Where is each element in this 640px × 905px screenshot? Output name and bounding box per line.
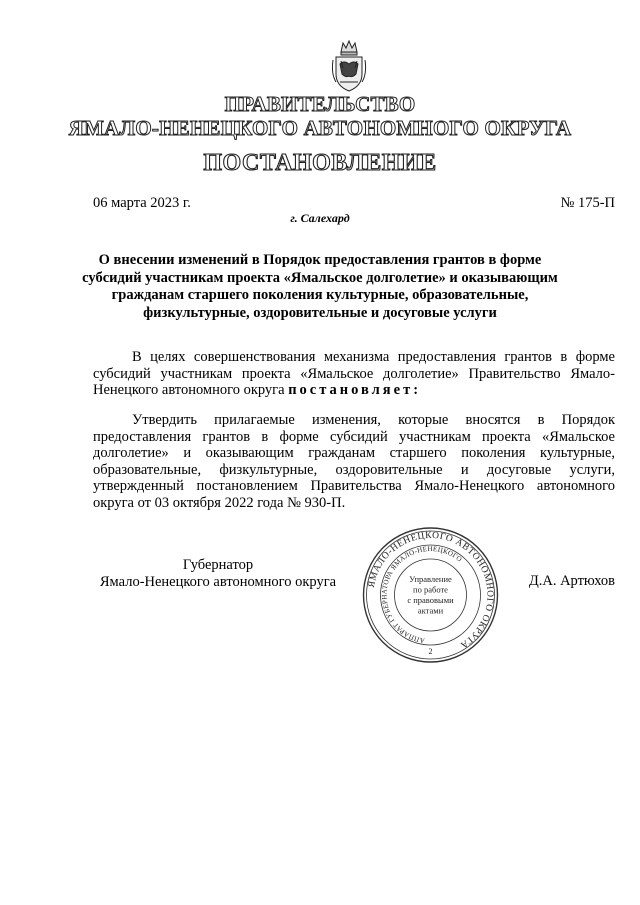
position-line: Губернатор (182, 557, 254, 573)
preamble-text: В целях совершенствования механизма предоставления грантов в форме субсидий участникам проекта «Ямальское долголетие» Правительство Ямало-Ненецкого автономного округа (93, 349, 615, 398)
region-title: ЯМАЛО-НЕНЕЦКОГО АВТОНОМНОГО ОКРУГА (68, 116, 572, 140)
document-subject (0, 252, 640, 322)
subject-line: О внесении изменений в Порядок предоставления грантов в форме (98, 252, 542, 268)
preamble-colon: : (413, 382, 419, 398)
subject-line: субсидий участникам проекта «Ямальское долголетие» и оказывающим (82, 269, 558, 286)
official-seal (358, 525, 503, 665)
position-line: Ямало-Ненецкого автономного округа (99, 573, 337, 590)
seal-inner-text: АППАРАТ ГУБЕРНАТОРА ЯМАЛО-НЕНЕЦКОГО (380, 544, 464, 645)
seal-center-line: Управление (409, 574, 452, 584)
signatory-name: Д.А. Артюхов (528, 573, 615, 589)
coat-of-arms-icon (330, 38, 368, 94)
decision-word: постановляет (288, 382, 414, 398)
document-date: 06 марта 2023 г. (93, 195, 191, 211)
seal-outer-text: ЯМАЛО-НЕНЕЦКОГО АВТОНОМНОГО ОКРУГА (366, 530, 495, 650)
document-type-title: ПОСТАНОВЛЕНИЕ (203, 150, 437, 176)
resolution-paragraph: Утвердить прилагаемые изменения, которые вносятся в Порядок предоставления грантов в форме субсидий участникам проекта «Ямальское долголетие» и оказывающим гражданам старшего поколения культурные, образовательные, физкультурные, оздоровительные и досуговые услуги, утвержденный постановлением Правительства Ямало-Ненецкого автономного округа от 03 октября 2022 года № 930-П. (93, 412, 615, 511)
seal-center-line: по работе (413, 584, 448, 595)
subject-line: гражданам старшего поколения культурные, образовательные, (111, 287, 529, 303)
seal-center-line: актами (417, 605, 444, 616)
seal-center-line: с правовыми (407, 595, 454, 605)
government-title: ПРАВИТЕЛЬСТВО (224, 92, 416, 116)
subject-line: физкультурные, оздоровительные и досуговые услуги (143, 304, 497, 321)
seal-number: 2 (428, 647, 433, 656)
document-number: № 175-П (560, 195, 615, 211)
signatory-position (93, 557, 343, 590)
document-city: г. Салехард (290, 211, 350, 225)
preamble-paragraph (93, 349, 615, 399)
